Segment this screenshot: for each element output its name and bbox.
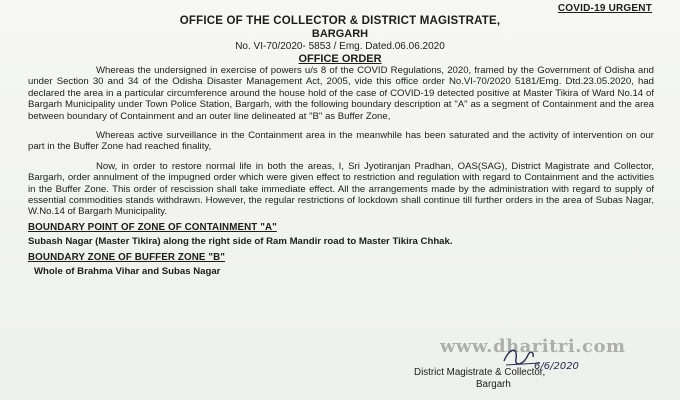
- signatory-place: Bargarh: [476, 378, 511, 390]
- signatory-block: [414, 367, 545, 390]
- urgent-stamp: COVID-19 URGENT: [557, 3, 652, 14]
- buffer-text: Whole of Brahma Vihar and Subas Nagar: [34, 266, 221, 278]
- office-place: BARGARH: [311, 28, 369, 40]
- order-title: OFFICE ORDER: [298, 53, 382, 65]
- paragraph-1: Whereas the undersigned in exercise of powers u/s 8 of the COVID Regulations, 2020, framed by the Government of Odisha and under Section 30 and 34 of the Odisha Disaster Management Act, 2005, vide this office order No.VI-70/2020 5181/Emg. Dtd.23.05.2020, had declared the area in a particular circumference around the house hold of the case of COVID-19 detected positive at Master Tikira of Ward No.14 of Bargarh Municipality under Town Police Station, Bargarh, with the following boundary description at "A" as a segment of Containment and the area between boundary of Containment and an outer line delineated at "B" as Buffer Zone,: [28, 65, 654, 122]
- containment-heading: BOUNDARY POINT OF ZONE OF CONTAINMENT "A": [28, 221, 277, 233]
- signatory-designation: District Magistrate & Collector,: [414, 367, 546, 378]
- paragraph-2: Whereas active surveillance in the Containment area in the meanwhile has been saturated and the activity of intervention on our part in the Buffer Zone had reached finality,: [28, 130, 654, 153]
- letterhead: [0, 15, 680, 65]
- order-body: [28, 65, 654, 278]
- signature-date: 6/6/2020: [534, 361, 579, 372]
- containment-text: Subash Nagar (Master Tikira) along the right side of Ram Mandir road to Master Tikira Chhak.: [28, 236, 453, 248]
- watermark: www.dharitri.com: [440, 336, 626, 357]
- buffer-heading: BOUNDARY ZONE OF BUFFER ZONE "B": [28, 251, 225, 263]
- office-title: OFFICE OF THE COLLECTOR & DISTRICT MAGISTRATE,: [179, 15, 501, 27]
- order-reference: No. VI-70/2020- 5853 / Emg. Dated.06.06.2020: [235, 41, 445, 52]
- paragraph-3: Now, in order to restore normal life in both the areas, I, Sri Jyotiranjan Pradhan, OAS(SAG), District Magistrate and Collector, Bargarh, order annulment of the impugned order which were given effect to restriction and regulation with regard to Containment and the activities in the Buffer Zone. This order of rescission shall take immediate effect. All the arrangements made by the administration with regard to supply of essential commodities stands withdrawn. However, the regular restrictions of lockdown shall continue till further orders in the area of Subas Nagar, W.No.14 of Bargarh Municipality.: [28, 160, 654, 218]
